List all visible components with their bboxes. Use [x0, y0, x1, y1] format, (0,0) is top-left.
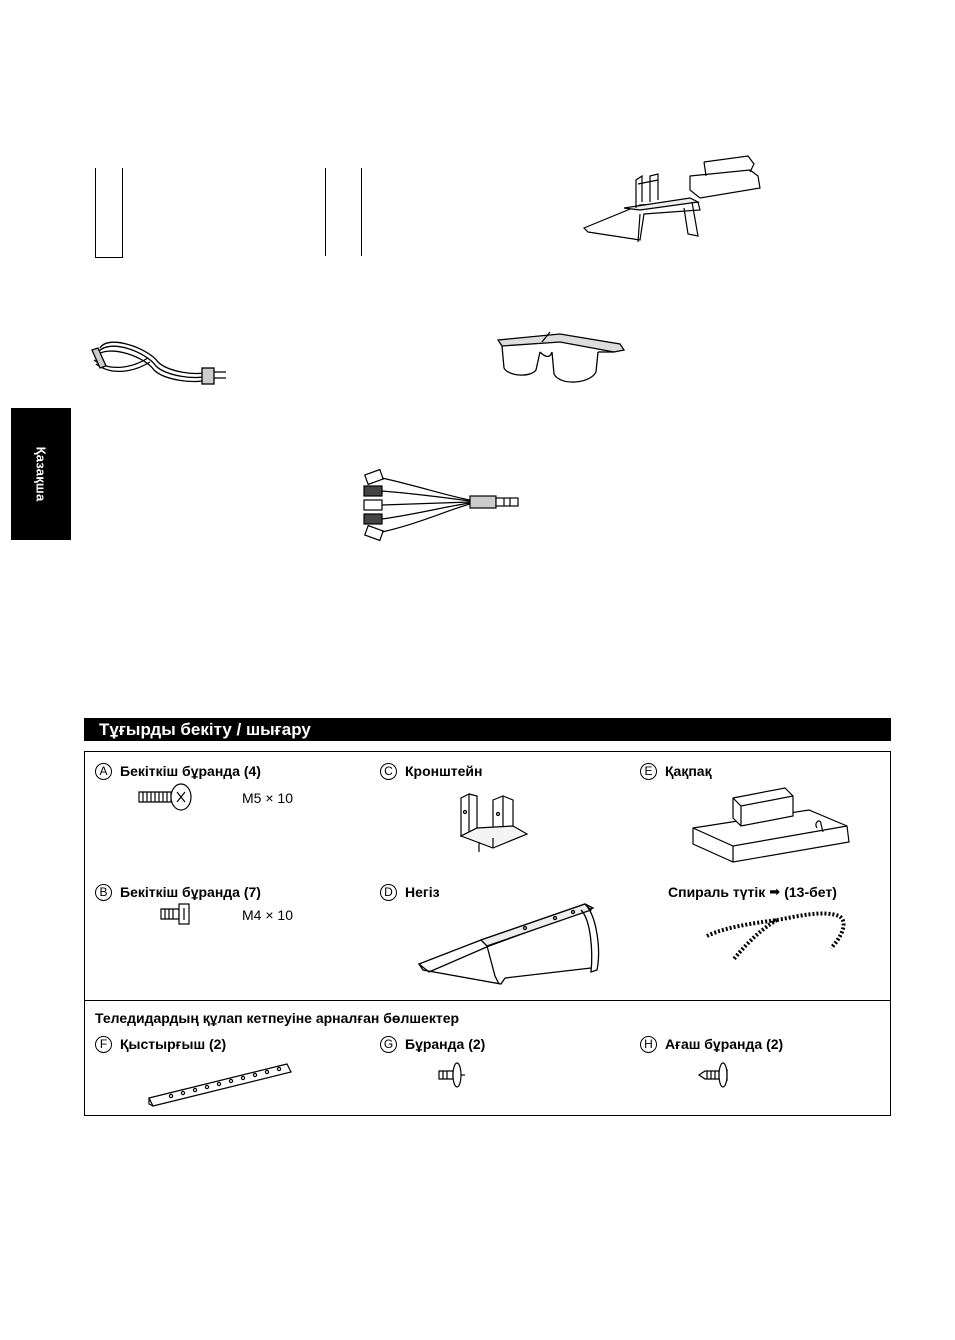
part-a-name: Бекіткіш бұранда (4)	[120, 763, 261, 779]
part-a-dimension: M5 × 10	[242, 790, 293, 806]
stand-illustration	[580, 150, 780, 250]
part-d-letter: D	[380, 884, 397, 901]
spiral-tube-page-ref: (13-бет)	[784, 884, 837, 900]
bracket-illustration	[453, 792, 531, 856]
part-f-letter: F	[95, 1036, 112, 1053]
part-f-label	[95, 1035, 226, 1053]
language-tab-label: Қазақша	[33, 446, 49, 502]
part-h-letter: H	[640, 1036, 657, 1053]
screw-m5-illustration	[137, 782, 193, 812]
part-e-label	[640, 762, 712, 780]
parts-divider	[85, 1000, 890, 1001]
cover-illustration	[689, 782, 853, 872]
arrow-right-icon: ➡	[769, 884, 781, 900]
frame-line-bottom	[95, 257, 123, 258]
part-d-label	[380, 883, 440, 901]
pedestal-base-illustration	[415, 900, 611, 992]
part-g-label	[380, 1035, 485, 1053]
part-f-name: Қыстырғыш (2)	[120, 1036, 227, 1052]
part-g-name: Бұранда (2)	[405, 1036, 486, 1052]
part-c-letter: C	[380, 763, 397, 780]
av-cable-illustration	[358, 468, 526, 546]
power-cord-illustration	[88, 328, 233, 398]
part-e-name: Қақпақ	[665, 763, 712, 779]
part-e-letter: E	[640, 763, 657, 780]
part-b-label	[95, 883, 261, 901]
frame-line-mid-a	[325, 168, 326, 256]
spiral-tube-illustration	[703, 908, 849, 968]
part-h-name: Ағаш бұранда (2)	[665, 1036, 784, 1052]
frame-line-left-inner	[122, 168, 123, 258]
wood-screw-illustration	[697, 1060, 733, 1090]
language-tab	[11, 408, 71, 540]
parts-box	[84, 751, 891, 1116]
part-b-letter: B	[95, 884, 112, 901]
part-b-name: Бекіткіш бұранда (7)	[120, 884, 261, 900]
clamp-illustration	[147, 1060, 293, 1108]
spiral-tube-label	[668, 883, 837, 901]
part-a-label	[95, 762, 261, 780]
anti-tip-title: Теледидардың құлап кетпеуіне арналған бөлшектер	[95, 1010, 460, 1026]
part-b-dimension: M4 × 10	[242, 907, 293, 923]
part-h-label	[640, 1035, 783, 1053]
frame-line-left-outer	[95, 168, 96, 258]
screw-m4-illustration	[159, 902, 193, 926]
part-a-letter: A	[95, 763, 112, 780]
part-g-letter: G	[380, 1036, 397, 1053]
screw-illustration	[437, 1060, 467, 1090]
part-c-name: Кронштейн	[405, 763, 483, 779]
frame-line-mid-b	[361, 168, 362, 256]
3d-glasses-illustration	[490, 322, 630, 394]
part-d-name: Негіз	[405, 884, 440, 900]
section-title: Тұғырды бекіту / шығару	[84, 718, 891, 741]
spiral-tube-name: Спираль түтік	[668, 884, 766, 900]
part-c-label	[380, 762, 482, 780]
